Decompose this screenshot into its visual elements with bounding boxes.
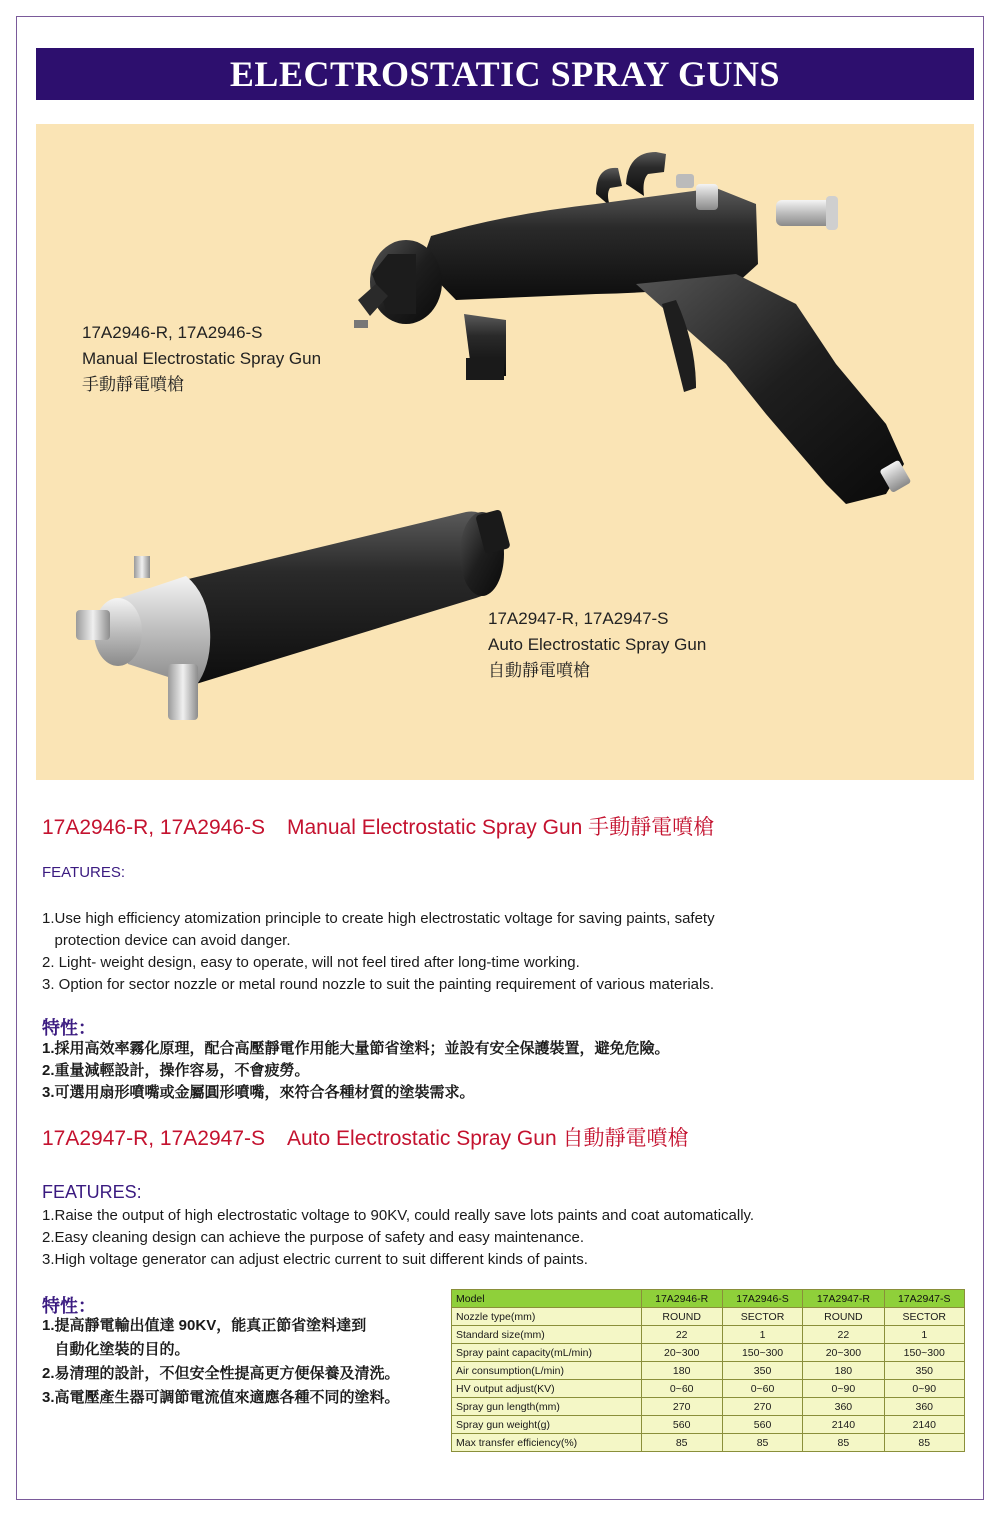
table-row [452, 1326, 965, 1344]
spec-table [451, 1289, 965, 1452]
spec-cell: 0~60 [722, 1380, 802, 1398]
spec-header-col: 17A2947-R [803, 1290, 884, 1308]
manual-zh-feature-2: 2.重量減輕設計，操作容易，不會疲勞。 [42, 1062, 310, 1079]
spec-cell: 22 [803, 1326, 884, 1344]
manual-section-models: 17A2946-R, 17A2946-S [42, 816, 265, 839]
table-row [452, 1398, 965, 1416]
manual-section-name: Manual Electrostatic Spray Gun 手動靜電噴槍 [287, 816, 715, 839]
spec-cell: 360 [803, 1398, 884, 1416]
auto-zh-feature-3: 3.高電壓產生器可調節電流值來適應各種不同的塗料。 [42, 1389, 400, 1406]
spec-cell: 150~300 [884, 1344, 965, 1362]
auto-feature-2: 2.Easy cleaning design can achieve the purpose of safety and easy maintenance. [42, 1229, 585, 1246]
manual-feature-3: 3. Option for sector nozzle or metal round nozzle to suit the painting requirement of various materials. [42, 976, 715, 993]
auto-zh-features-label: 特性： [42, 1296, 96, 1316]
auto-caption-name-en: Auto Electrostatic Spray Gun [488, 635, 707, 654]
spec-row-label: Spray paint capacity(mL/min) [452, 1344, 642, 1362]
auto-section-models: 17A2947-R, 17A2947-S [42, 1127, 265, 1150]
spec-row-label: Air consumption(L/min) [452, 1362, 642, 1380]
table-row [452, 1308, 965, 1326]
spec-cell: 1 [884, 1326, 965, 1344]
spec-cell: 0~90 [803, 1380, 884, 1398]
auto-section-name: Auto Electrostatic Spray Gun 自動靜電噴槍 [287, 1127, 689, 1150]
spec-cell: 560 [641, 1416, 722, 1434]
spec-cell: 270 [641, 1398, 722, 1416]
spec-cell: 22 [641, 1326, 722, 1344]
manual-section-title [42, 811, 714, 841]
table-row [452, 1416, 965, 1434]
spec-cell: 350 [884, 1362, 965, 1380]
spec-row-label: Standard size(mm) [452, 1326, 642, 1344]
spec-cell: SECTOR [722, 1308, 802, 1326]
auto-feature-1: 1.Raise the output of high electrostatic voltage to 90KV, could really save lots paints and coat automatically. [42, 1207, 755, 1224]
manual-gun-shape [354, 152, 911, 504]
spec-cell: 270 [722, 1398, 802, 1416]
spec-cell: 150~300 [722, 1344, 802, 1362]
manual-features-list [42, 908, 715, 996]
auto-zh-feature-1-cont: 自動化塗裝的目的。 [42, 1341, 190, 1358]
spec-cell: ROUND [641, 1308, 722, 1326]
spec-cell: 0~60 [641, 1380, 722, 1398]
auto-caption-models: 17A2947-R, 17A2947-S [488, 609, 669, 628]
spec-cell: 85 [722, 1434, 802, 1452]
table-row [452, 1434, 965, 1452]
spec-cell: 85 [884, 1434, 965, 1452]
spec-cell: 85 [803, 1434, 884, 1452]
spec-row-label: Spray gun weight(g) [452, 1416, 642, 1434]
spec-header-col: 17A2946-R [641, 1290, 722, 1308]
spec-row-label: HV output adjust(KV) [452, 1380, 642, 1398]
spec-cell: 2140 [803, 1416, 884, 1434]
spec-header-col: 17A2947-S [884, 1290, 965, 1308]
spec-cell: 1 [722, 1326, 802, 1344]
spec-header-row [452, 1290, 965, 1308]
spec-cell: 85 [641, 1434, 722, 1452]
table-row [452, 1380, 965, 1398]
table-row [452, 1344, 965, 1362]
spec-cell: 560 [722, 1416, 802, 1434]
spec-cell: ROUND [803, 1308, 884, 1326]
spec-row-label: Spray gun length(mm) [452, 1398, 642, 1416]
spec-header-model: Model [452, 1290, 642, 1308]
spec-row-label: Max transfer efficiency(%) [452, 1434, 642, 1452]
spec-header-col: 17A2946-S [722, 1290, 802, 1308]
auto-zh-feature-1: 1.提高靜電輸出值達 90KV，能真正節省塗料達到 [42, 1317, 367, 1334]
auto-features-list [42, 1205, 754, 1271]
manual-zh-features-label: 特性： [42, 1018, 96, 1038]
auto-gun-shape [76, 509, 511, 720]
auto-zh-feature-2: 2.易清理的設計，不但安全性提高更方便保養及清洗。 [42, 1365, 400, 1382]
manual-caption-models: 17A2946-R, 17A2946-S [82, 323, 263, 342]
auto-features-label: FEATURES: [42, 1182, 142, 1202]
auto-caption-name-zh: 自動靜電噴槍 [488, 661, 590, 680]
spec-cell: 180 [641, 1362, 722, 1380]
spec-cell: 20~300 [641, 1344, 722, 1362]
spec-cell: 360 [884, 1398, 965, 1416]
manual-feature-1: 1.Use high efficiency atomization principle to create high electrostatic voltage for saving paints, safety [42, 910, 715, 927]
auto-section-title [42, 1122, 688, 1152]
auto-zh-features-list [42, 1314, 400, 1410]
auto-feature-3: 3.High voltage generator can adjust electric current to suit different kinds of paints. [42, 1251, 588, 1268]
auto-gun-caption [488, 606, 706, 684]
spec-cell: 2140 [884, 1416, 965, 1434]
manual-gun-caption [82, 320, 321, 398]
manual-zh-feature-3: 3.可選用扇形噴嘴或金屬圓形噴嘴，來符合各種材質的塗裝需求。 [42, 1084, 475, 1101]
manual-feature-2: 2. Light- weight design, easy to operate, will not feel tired after long-time working. [42, 954, 580, 971]
manual-feature-1-cont: protection device can avoid danger. [42, 932, 291, 949]
table-row [452, 1362, 965, 1380]
manual-features-label: FEATURES: [42, 864, 126, 881]
spec-cell: 180 [803, 1362, 884, 1380]
spec-row-label: Nozzle type(mm) [452, 1308, 642, 1326]
manual-caption-name-zh: 手動靜電噴槍 [82, 375, 184, 394]
spec-cell: 20~300 [803, 1344, 884, 1362]
page-title: ELECTROSTATIC SPRAY GUNS [36, 48, 974, 100]
spec-cell: SECTOR [884, 1308, 965, 1326]
manual-caption-name-en: Manual Electrostatic Spray Gun [82, 349, 322, 368]
product-photo [36, 124, 974, 780]
manual-zh-features-list [42, 1038, 670, 1104]
manual-zh-feature-1: 1.採用高效率霧化原理，配合高壓靜電作用能大量節省塗料；並設有安全保護裝置，避免危險。 [42, 1040, 670, 1057]
spec-cell: 350 [722, 1362, 802, 1380]
spec-cell: 0~90 [884, 1380, 965, 1398]
